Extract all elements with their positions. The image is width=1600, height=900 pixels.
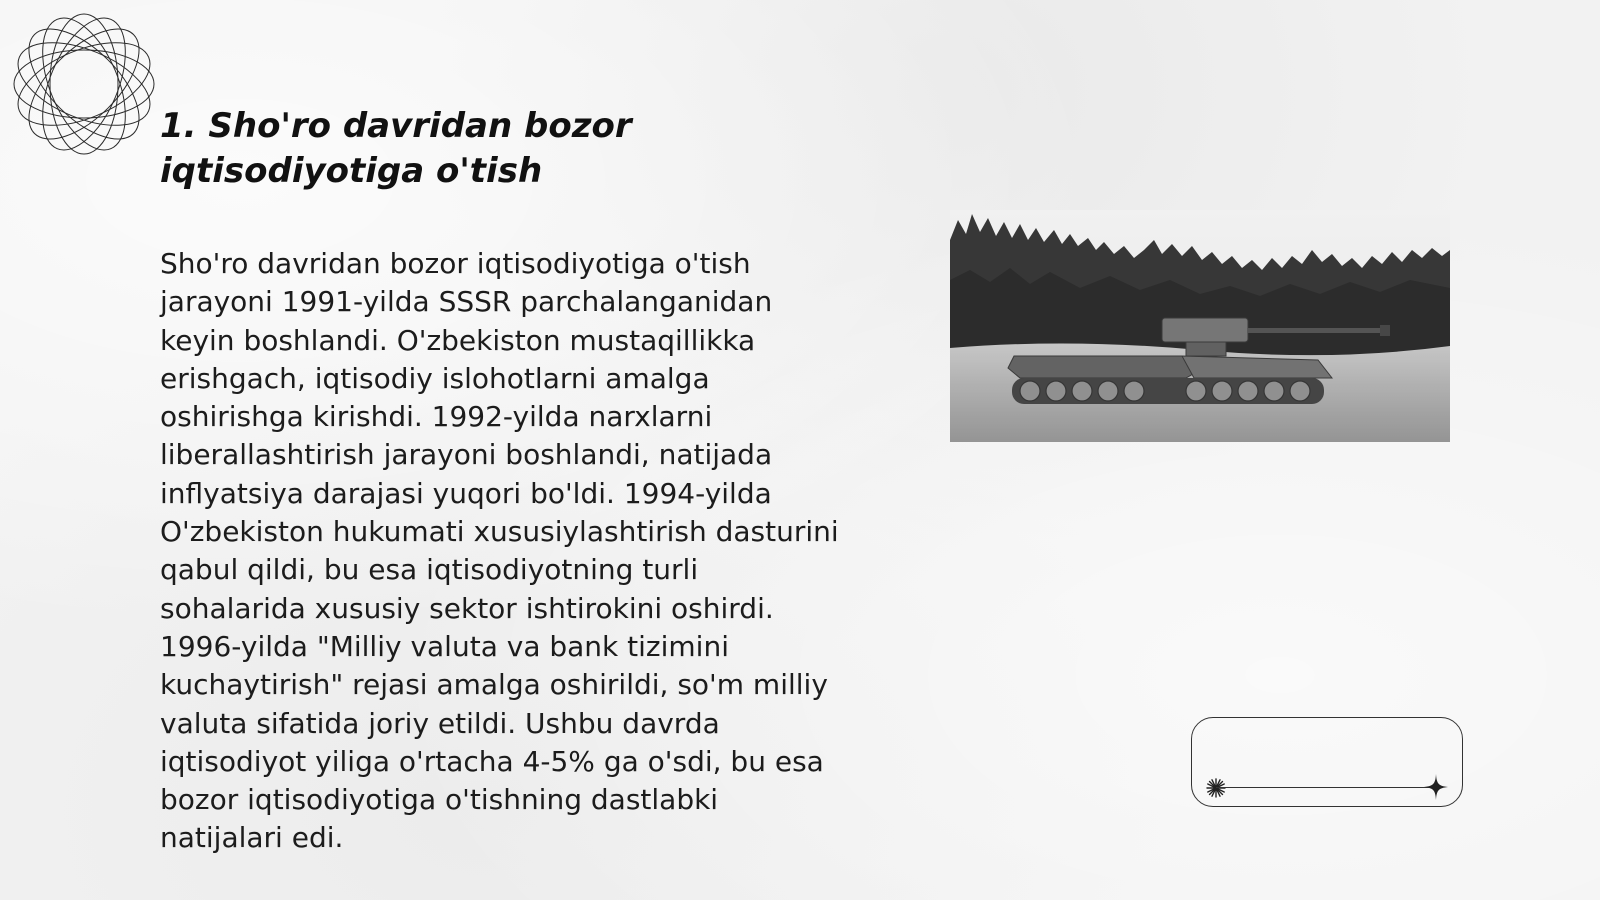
slide-body-text: Sho'ro davridan bozor iqtisodiyotiga o'tish jarayoni 1991-yilda SSSR parchalanganidan keyin boshlandi. O'zbekiston mustaqillikka erishgach, iqtisodiy islohotlarni amalga oshirishga kirishdi. 1992-yilda narxlarni liberallashtirish jarayoni boshlandi, natijada inflyatsiya darajasi yuqori bo'ldi. 1994-yilda O'zbekiston hukumati xususiylashtirish dasturini qabul qildi, bu esa iqtisodiyotning turli sohalarida xususiy sektor ishtirokini oshirdi. 1996-yilda "Milliy valuta va bank tizimini kuchaytirish" rejasi amalga oshirildi, so'm milliy valuta sifatida joriy etildi. Ushbu davrda iqtisodiyot yiliga o'rtacha 4-5% ga o'sdi, bu esa bozor iqtisodiyotiga o'tishning dastlabki natijalari edi. <box>160 247 839 855</box>
starburst-icon <box>1205 777 1227 799</box>
timeline-card <box>1191 717 1463 807</box>
spirograph-icon <box>10 10 158 158</box>
tank-photo <box>950 210 1450 442</box>
sparkle-icon <box>1424 774 1448 800</box>
timeline-line <box>1216 787 1438 788</box>
slide-title: 1. Sho'ro davridan bozor iqtisodiyotiga o'tish <box>160 106 632 191</box>
